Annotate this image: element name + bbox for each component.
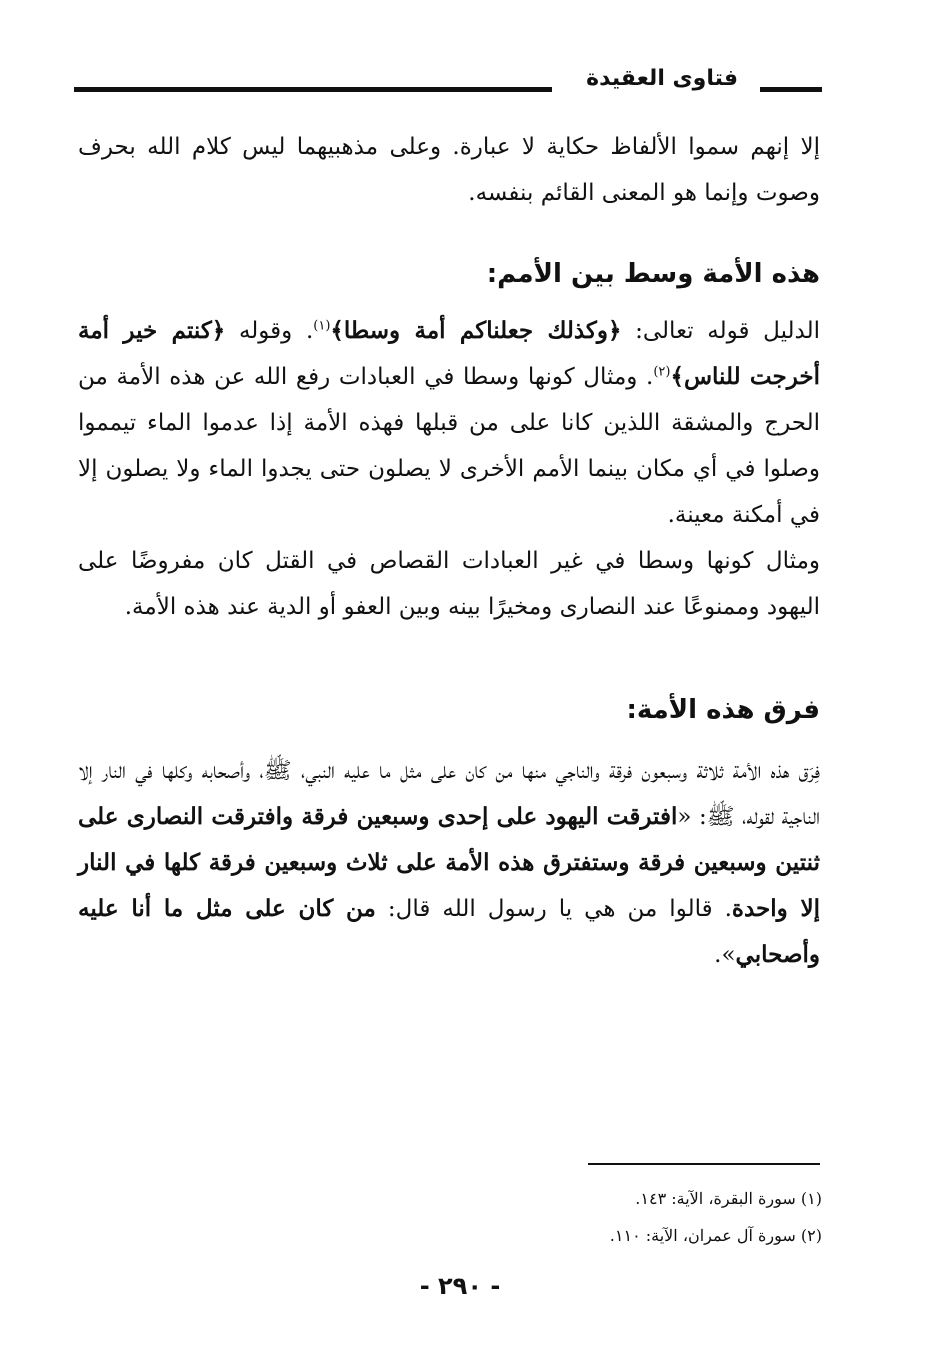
header-rule-right [760, 87, 822, 92]
section-heading-sects: فرق هذه الأمة: [626, 695, 820, 725]
section-middle-nation [78, 254, 820, 294]
quran-quote-2: ﴿كنتم خير أمة أخرجت للناس﴾ [78, 317, 821, 390]
sects-intro-text: فِرَق هذه الأمة ثلاثة وسبعون فرقة والناجي منها من كان على مثل ما عليه النبي، ﷺ، وأصحابه وكلها في النار إلا الناجية لقوله، ﷺ: « [78, 758, 820, 830]
sects-paragraph [78, 748, 820, 978]
evidence-example-text: . ومثال كونها وسطا في العبادات رفع الله عن هذه الأمة من الحرج والمشقة اللذين كانا على من قبلها فهذه الأمة إذا عدموا الماء تيمموا وصلوا في أي مكان بينما الأمم الأخرى لا يصلون حتى يجدوا الماء ولا يصلون إلا في أمكنة معينة. [78, 364, 820, 528]
footnote-2: (٢) سورة آل عمران، الآية: ١١٠. [609, 1226, 822, 1245]
evidence-block [78, 308, 820, 630]
hadith-answer: من كان على مثل ما أنا عليه وأصحابي [78, 895, 820, 968]
evidence-paragraph [78, 308, 820, 538]
intro-block [78, 124, 820, 216]
footnote-separator [588, 1163, 820, 1165]
section-heading-middle-nation: هذه الأمة وسط بين الأمم: [486, 259, 820, 289]
sects-block [78, 748, 820, 978]
intro-paragraph: إلا إنهم سموا الألفاظ حكاية لا عبارة. وعلى مذهبيهما ليس كلام الله بحرف وصوت وإنما هو المعنى القائم بنفسه. [78, 134, 820, 206]
quran-quote-1: ﴿وكذلك جعلناكم أمة وسطا﴾ [330, 317, 622, 344]
footnote-ref-1: (١) [313, 318, 331, 334]
section-sects [78, 690, 820, 730]
hadith-close: ». [714, 942, 736, 968]
footnote-1: (١) سورة البقرة، الآية: ١٤٣. [635, 1189, 822, 1208]
non-worship-example-paragraph: ومثال كونها وسطا في غير العبادات القصاص في القتل كان مفروضًا على اليهود وممنوعًا عند النصارى ومخيرًا بينه وبين العفو أو الدية عند هذه الأمة. [78, 548, 820, 620]
header-title: فتاوى العقيدة [586, 66, 738, 91]
header-rule-left [74, 87, 552, 92]
footnote-ref-2: (٢) [653, 364, 671, 380]
running-header [74, 62, 822, 110]
footnotes [302, 1180, 822, 1254]
evidence-connector-text: . وقوله [225, 318, 314, 344]
page-number: - ٢٩٠ - [419, 1272, 501, 1300]
evidence-intro-text: الدليل قوله تعالى: [621, 318, 820, 344]
hadith-question-text: . قالوا من هي يا رسول الله قال: [375, 896, 732, 922]
hadith-quote: افترقت اليهود على إحدى وسبعين فرقة وافترقت النصارى على ثنتين وسبعين فرقة وستفترق هذه الأمة على ثلاث وسبعين فرقة كلها في النار إلا واحدة [78, 803, 820, 922]
